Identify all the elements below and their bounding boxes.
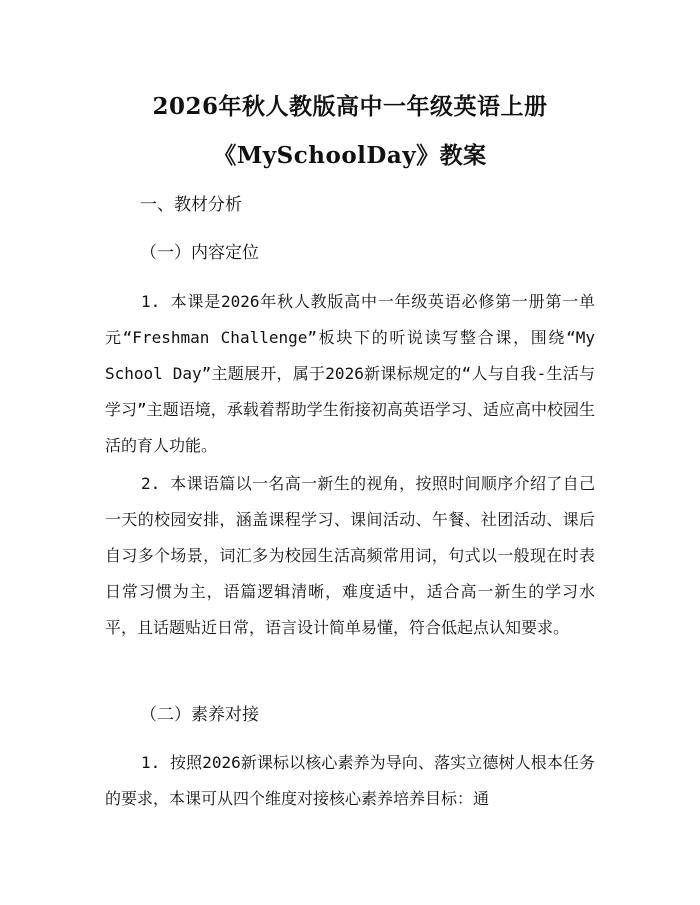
document-title-line-1: 2026年秋人教版高中一年级英语上册	[152, 93, 548, 120]
subsection-heading-content-positioning: （一）内容定位	[140, 243, 259, 263]
section-heading-textbook-analysis: 一、教材分析	[140, 195, 242, 215]
paragraph-literacy-alignment-1: 1. 按照2026新课标以核心素养为导向、落实立德树人根本任务的要求，本课可从四个维度对接核心素养培养目标：通	[105, 753, 595, 808]
paragraph-content-positioning-1: 1. 本课是2026年秋人教版高中一年级英语必修第一册第一单元“Freshman Challenge”板块下的听说读写整合课，围绕“My School Day”主题展开，属于2026新课标规定的“人与自我-生活与学习”主题语境，承载着帮助学生衔接初高英语学习、适应高中校园生活的育人功能。	[105, 292, 595, 455]
paragraph-content-positioning-2: 2. 本课语篇以一名高一新生的视角，按照时间顺序介绍了自己一天的校园安排，涵盖课程学习、课间活动、午餐、社团活动、课后自习多个场景，词汇多为校园生活高频常用词，句式以一般现在时表日常习惯为主，语篇逻辑清晰，难度适中，适合高一新生的学习水平，且话题贴近日常，语言设计简单易懂，符合低起点认知要求。	[105, 474, 595, 637]
document-title-line-2: 《MySchoolDay》教案	[213, 142, 487, 169]
subsection-heading-literacy-alignment: （二）素养对接	[140, 705, 259, 725]
